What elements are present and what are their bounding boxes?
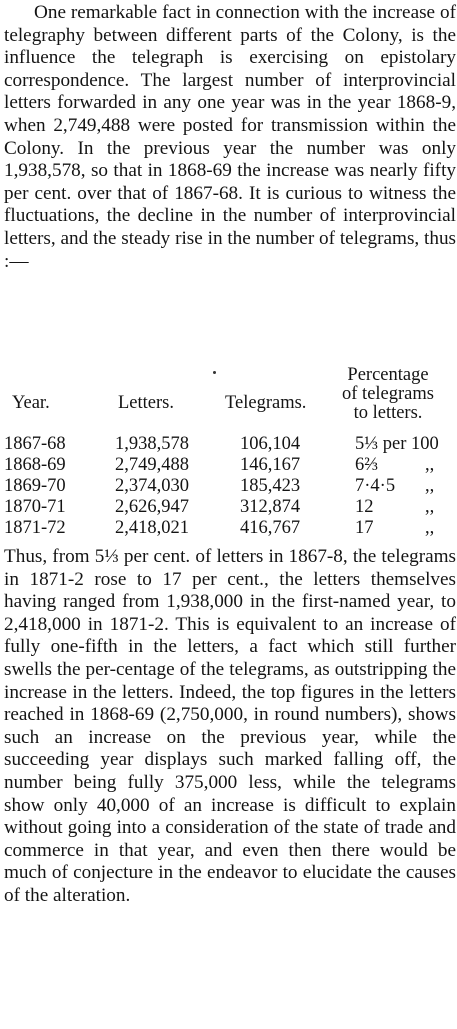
table-row [0,476,457,496]
header-percentage [320,366,456,423]
table-row [0,455,457,475]
cell-year: 1870-71 [4,497,66,517]
statistics-table [0,366,457,546]
cell-percentage: 6⅔ [355,455,379,475]
cell-letters: 2,749,488 [115,455,189,475]
cell-telegrams: 106,104 [240,434,301,454]
cell-percentage: 5⅓ per 100 [355,434,439,454]
cell-letters: 2,418,021 [115,518,189,538]
print-speck [213,371,216,374]
header-telegrams: Telegrams. [225,393,307,413]
cell-ditto: ,, [425,455,435,475]
cell-telegrams: 146,167 [240,455,301,475]
cell-year: 1867-68 [4,434,66,454]
cell-ditto: ,, [425,518,435,538]
cell-percentage: 7·4·5 [355,476,396,496]
cell-year: 1868-69 [4,455,66,475]
cell-letters: 2,626,947 [115,497,189,517]
header-percentage-line-3: to letters. [353,403,423,423]
cell-telegrams: 416,767 [240,518,301,538]
header-year: Year. [12,393,50,413]
cell-letters: 1,938,578 [115,434,189,454]
cell-year: 1871-72 [4,518,66,538]
table-row [0,518,457,538]
header-percentage-line-1: Percentage [347,365,429,385]
cell-ditto: ,, [425,476,435,496]
header-percentage-line-2: of telegrams [342,384,434,404]
table-row [0,497,457,517]
cell-telegrams: 185,423 [240,476,301,496]
cell-telegrams: 312,874 [240,497,301,517]
cell-ditto: ,, [425,497,435,517]
header-letters: Letters. [118,393,174,413]
intro-paragraph: One remarkable fact in connection with the increase of telegraphy between different parts of the Colony, is the influence the telegraph is exercising on epistolary correspondence. The largest number of interprovincial letters forwarded in any one year was in the year 1868-9, when 2,749,488 were posted for transmission within the Colony. In the previous year the number was only 1,938,578, so that in 1868-69 the increase was nearly fifty per cent. over that of 1867-68. It is curious to witness the fluctuations, the decline in the number of interprovincial letters, and the steady rise in the number of telegrams, thus :— [4,2,456,272]
cell-percentage: 17 [355,518,374,538]
cell-percentage: 12 [355,497,374,517]
conclusion-paragraph: Thus, from 5⅓ per cent. of letters in 1867-8, the telegrams in 1871-2 rose to 17 per cent., the letters themselves having ranged from 1,938,000 in the first-named year, to 2,418,000 in 1871-2. This is equivalent to an increase of fully one-fifth in the letters, a fact which still further swells the per-centage of the telegrams, as outstripping the increase in the letters. Indeed, the top figures in the letters reached in 1868-69 (2,750,000, in round numbers), shows such an increase on the previous year, while the succeeding year displays such marked falling off, the number being fully 375,000 less, while the telegrams show only 40,000 of an increase is difficult to explain without going into a consideration of the state of trade and commerce in that year, and even then there would be much of conjecture in the endeavor to elucidate the causes of the alteration. [4,546,456,906]
cell-year: 1869-70 [4,476,66,496]
cell-letters: 2,374,030 [115,476,189,496]
table-row [0,434,457,454]
